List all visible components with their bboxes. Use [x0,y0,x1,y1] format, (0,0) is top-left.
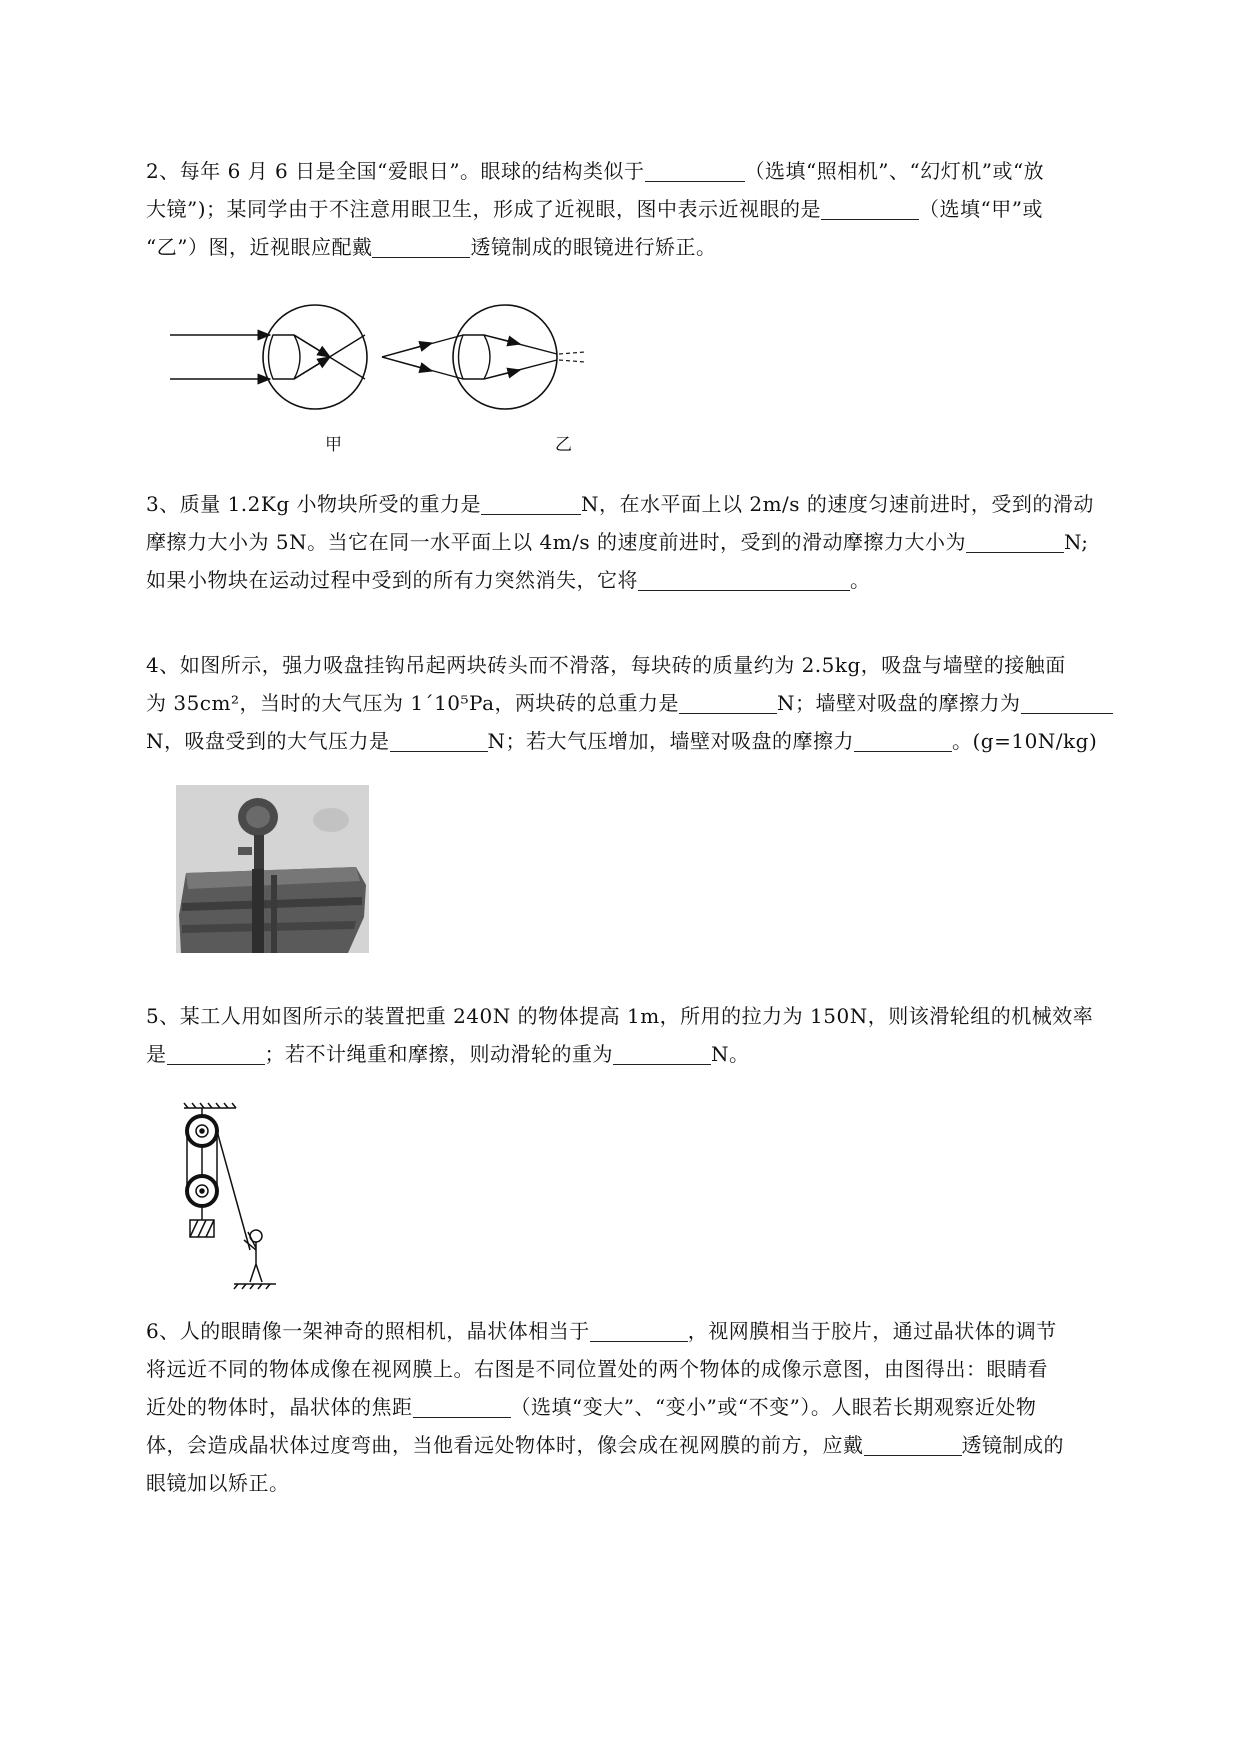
answer-blank[interactable] [390,729,488,752]
answer-blank[interactable] [372,235,470,258]
question-line: 3、质量 1.2Kg 小物块所受的重力是 N，在水平面上以 2m/s 的速度匀速前进时，受到的滑动 [146,492,1094,516]
eye-left-diagram [170,305,367,409]
pulley-system-figure [176,1100,296,1290]
eye-right-diagram [382,305,585,409]
question-line: 眼镜加以矫正。 [146,1471,290,1495]
question-line: “乙”）图，近视眼应配戴 透镜制成的眼镜进行矫正。 [146,235,717,259]
answer-blank[interactable] [645,159,745,182]
figure-label-jia: 甲 [325,435,342,455]
answer-blank[interactable] [590,1319,688,1342]
question-line: 大镜”)；某同学由于不注意用眼卫生，形成了近视眼，图中表示近视眼的是 （选填“甲”或 [146,197,1043,221]
question-line: 5、某工人用如图所示的装置把重 240N 的物体提高 1m，所用的拉力为 150N，则该滑轮组的机械效率 [146,1004,1094,1028]
question-line: 2、每年 6 月 6 日是全国“爱眼日”。眼球的结构类似于 （选填“照相机”、“幻灯机”或“放 [146,159,1045,183]
eye-diagram-figure [170,290,670,460]
answer-blank[interactable] [864,1433,962,1456]
question-2 [146,152,1146,266]
answer-blank[interactable] [638,568,850,591]
question-5 [146,997,1146,1073]
answer-blank[interactable] [167,1042,265,1065]
figure-label-yi: 乙 [555,435,572,455]
question-line: 6、人的眼睛像一架神奇的照相机，晶状体相当于 ，视网膜相当于胶片，通过晶状体的调节 [146,1319,1057,1343]
question-line: 摩擦力大小为 5N。当它在同一水平面上以 4m/s 的速度前进时，受到的滑动摩擦力大小为 N; [146,530,1089,554]
question-line: 为 35cm²，当时的大气压为 1´10⁵Pa，两块砖的总重力是 N；墙壁对吸盘的摩擦力为 [146,684,1146,722]
question-4 [146,646,1146,760]
question-3 [146,485,1146,599]
question-line: 4、如图所示，强力吸盘挂钩吊起两块砖头而不滑落，每块砖的质量约为 2.5kg，吸盘与墙壁的接触面 [146,653,1066,677]
answer-blank[interactable] [1021,691,1113,714]
answer-blank[interactable] [413,1395,511,1418]
question-line: 是 ；若不计绳重和摩擦，则动滑轮的重为 N。 [146,1042,750,1066]
answer-blank[interactable] [679,691,777,714]
question-6 [146,1312,1146,1502]
question-line: 将远近不同的物体成像在视网膜上。右图是不同位置处的两个物体的成像示意图，由图得出：眼睛看 [146,1357,1048,1381]
question-line: 如果小物块在运动过程中受到的所有力突然消失，它将 。 [146,568,871,592]
answer-blank[interactable] [966,530,1064,553]
question-line: N，吸盘受到的大气压力是 N；若大气压增加，墙壁对吸盘的摩擦力 。(g=10N/kg) [146,729,1098,753]
answer-blank[interactable] [821,197,919,220]
answer-blank[interactable] [854,729,952,752]
answer-blank[interactable] [613,1042,711,1065]
question-line: 体，会造成晶状体过度弯曲，当他看远处物体时，像会成在视网膜的前方，应戴 透镜制成的 [146,1433,1064,1457]
suction-cup-bricks-photo [176,785,369,953]
question-line: 近处的物体时，晶状体的焦距 （选填“变大”、“变小”或“不变”）。人眼若长期观察近处物 [146,1395,1037,1419]
answer-blank[interactable] [481,492,581,515]
